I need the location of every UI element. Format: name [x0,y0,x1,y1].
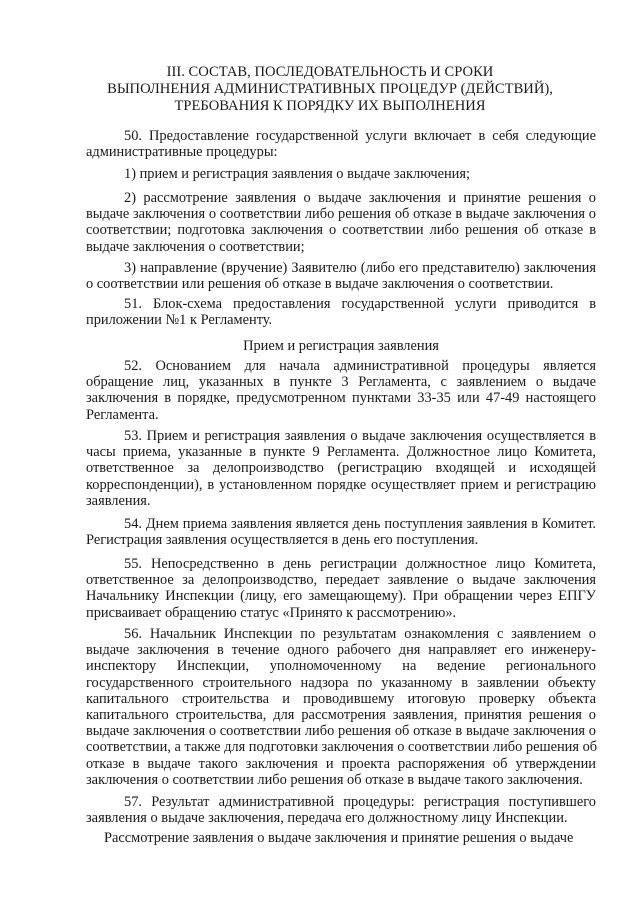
paragraph-line: часы приема, указанные в пункте 9 Регламента. Должностное лицо Комитета, [86,444,596,461]
paragraph-line: государственного строительного надзора по указанному в заявлении объекту [86,674,596,691]
paragraph-55 [86,556,596,621]
paragraph-line: капитального строительства, для рассмотрения заявления, принятия решения о [86,707,596,724]
paragraph-line: ответственное за делопроизводство, передает заявление о выдаче заключения [86,572,596,589]
paragraph-54 [86,516,596,548]
paragraph-line: административные процедуры: [86,144,278,161]
paragraph-line: 3) направление (вручение) Заявителю (либо его представителю) заключения [124,260,596,276]
subsection-title: Прием и регистрация заявления [243,338,439,354]
paragraph-53 [86,428,596,509]
paragraph-52 [86,358,596,423]
paragraph-line: 1) прием и регистрация заявления о выдаче заключения; [124,166,470,182]
list-item-2 [86,190,596,255]
next-subsection-title [86,830,596,846]
list-item-3 [86,260,596,292]
section-heading [80,64,580,115]
paragraph-line: соответствии; подготовка заключения о соответствии либо решения об отказе в [86,222,596,239]
paragraph-line: приложении №1 к Регламенту. [86,312,273,329]
paragraph-line: присваивает обращению статус «Принято к рассмотрению». [86,604,457,621]
paragraph-line: заключения в порядке, предусмотренном пунктами 33-35 или 47-49 настоящего [86,390,596,407]
paragraph-line: корреспонденции), в установленном порядке осуществляет прием и регистрацию [86,476,596,493]
paragraph-line: 55. Непосредственно в день регистрации должностное лицо Комитета, [124,556,596,572]
paragraph-line: выдаче заключения о соответствии; [86,238,305,255]
paragraph-line: 56. Начальник Инспекции по результатам ознакомления с заявлением о [124,626,596,642]
paragraph-line: 54. Днем приема заявления является день поступления заявления в Комитет. [124,516,596,532]
paragraph-line: капитального строительства и проводившему итоговую проверку объекта [86,690,596,707]
paragraph-56 [86,626,596,788]
paragraph-line: Регистрация заявления осуществляется в день его поступления. [86,532,479,549]
list-item-1 [86,166,596,182]
paragraph-line: Регламента. [86,406,159,423]
paragraph-line: обращение лиц, указанных в пункте 3 Регламента, с заявлением о выдаче [86,374,596,391]
paragraph-line: 2) рассмотрение заявления о выдаче заключения и принятие решения о [124,190,596,206]
paragraph-line: выдаче заключения в течение одного рабочего дня направляет его инженеру- [86,642,596,659]
paragraph-50 [86,128,596,160]
heading-line-3: ТРЕБОВАНИЯ К ПОРЯДКУ ИХ ВЫПОЛНЕНИЯ [174,98,486,114]
paragraph-line: 53. Прием и регистрация заявления о выдаче заключения осуществляется в [124,428,596,444]
paragraph-line: соответствии, а также для подготовки заключения о соответствии либо решения об [86,739,598,756]
heading-line-1: III. СОСТАВ, ПОСЛЕДОВАТЕЛЬНОСТЬ И СРОКИ [166,64,494,80]
paragraph-line: Начальнику Инспекции (лицу, его замещающему). При обращении через ЕПГУ [86,588,596,605]
paragraph-51 [86,296,596,328]
heading-line-2: ВЫПОЛНЕНИЯ АДМИНИСТРАТИВНЫХ ПРОЦЕДУР (ДЕЙСТВИЙ), [107,81,553,97]
paragraph-line: 57. Результат административной процедуры: регистрация поступившего [124,794,596,810]
paragraph-line: инспектору Инспекции, уполномоченному на ведение регионального [86,658,596,675]
paragraph-line: 51. Блок-схема предоставления государственной услуги приводится в [124,296,596,312]
paragraph-line: 52. Основанием для начала административной процедуры является [124,358,596,374]
paragraph-line: выдаче заключения о соответствии либо решения об отказе в выдаче заключения о [86,206,596,223]
paragraph-line: отказе в выдаче такого заключения и проекта распоряжения об утверждении [86,755,596,772]
paragraph-line: Рассмотрение заявления о выдаче заключения и принятие решения о выдаче [104,830,574,846]
paragraph-line: 50. Предоставление государственной услуги включает в себя следующие [124,128,596,144]
paragraph-line: о соответствии или решения об отказе в выдаче заключения о соответствии. [86,276,554,293]
paragraph-line: заявления. [86,492,151,509]
paragraph-line: заявления о выдаче заключения, передача его должностному лицу Инспекции. [86,810,568,827]
paragraph-57 [86,794,596,826]
paragraph-line: ответственное за делопроизводство (регистрацию входящей и исходящей [86,460,596,477]
paragraph-line: выдаче заключения о соответствии либо решения об отказе в выдаче заключения о [86,723,596,740]
paragraph-line: заключения о соответствии либо решения об отказе в выдаче такого заключения. [86,771,583,788]
